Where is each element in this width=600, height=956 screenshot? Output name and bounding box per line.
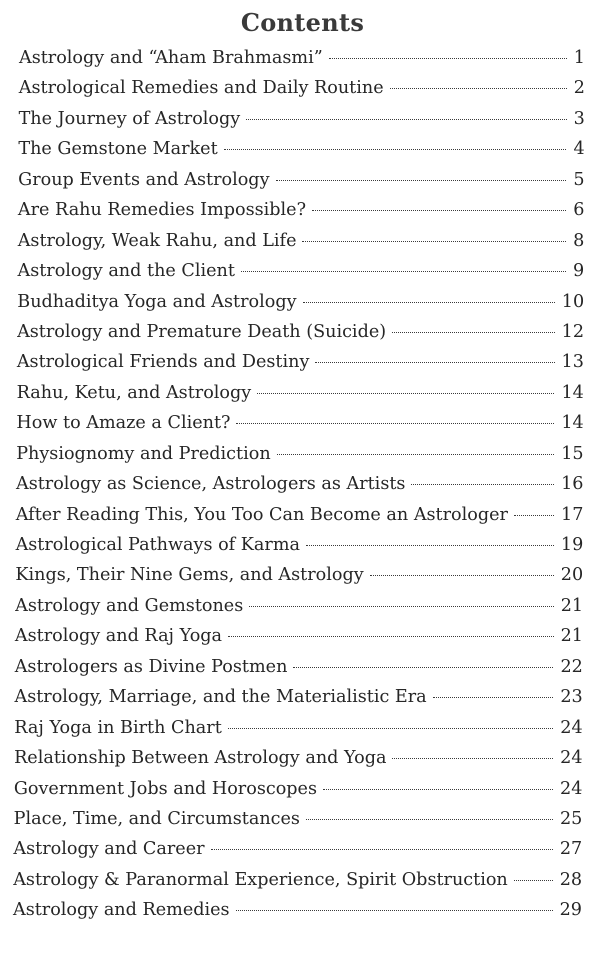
toc-entry-page-number: 9 [573,261,585,282]
toc-entry-title: Astrology and “Aham Brahmasmi” [19,48,323,68]
toc-entry[interactable] [0,378,600,408]
toc-entry-title: Astrology and Remedies [13,900,230,921]
toc-entry[interactable] [0,256,600,286]
toc-entry[interactable] [0,743,600,773]
dot-leader [228,636,554,637]
toc-entry-page-number: 14 [561,413,584,434]
toc-entry[interactable] [0,652,600,682]
toc-entry-page-number: 24 [560,778,583,799]
toc-entry-page-number: 24 [560,748,583,769]
dot-leader [306,545,554,546]
toc-entry-title: Rahu, Ketu, and Astrology [16,382,252,403]
toc-entry[interactable] [0,804,600,834]
dot-leader [257,393,554,394]
toc-entry-title: Astrology as Science, Astrologers as Artists [16,474,406,495]
toc-entry[interactable] [0,865,600,895]
toc-entry[interactable] [0,287,600,317]
toc-entry-title: Raj Yoga in Birth Chart [14,717,222,738]
toc-entry-page-number: 21 [560,595,584,616]
toc-entry-title: After Reading This, You Too Can Become an Astrologer [15,504,508,525]
dot-leader [224,149,567,150]
dot-leader [277,454,555,455]
dot-leader [228,728,554,729]
page-title: Contents [240,8,365,37]
toc-entry[interactable] [0,134,600,164]
table-of-contents [0,43,600,926]
toc-entry[interactable] [0,713,600,743]
toc-entry-page-number: 20 [560,565,584,586]
dot-leader [241,271,566,272]
toc-entry[interactable] [0,774,600,804]
toc-entry[interactable] [0,560,600,590]
dot-leader [514,880,553,881]
dot-leader [329,58,567,59]
dot-leader [236,423,554,424]
dot-leader [303,302,555,303]
toc-entry-title: Astrology and Career [13,839,205,860]
dot-leader [306,819,553,820]
toc-entry[interactable] [0,317,600,347]
toc-entry-page-number: 4 [573,139,585,160]
toc-entry-title: How to Amaze a Client? [16,413,231,434]
toc-entry-page-number: 23 [560,687,583,708]
dot-leader [392,758,553,759]
toc-entry-page-number: 24 [560,717,583,738]
toc-entry-title: The Journey of Astrology [18,108,241,129]
toc-entry-page-number: 2 [573,78,585,99]
toc-entry-page-number: 25 [559,808,583,829]
toc-entry-title: Government Jobs and Horoscopes [13,778,317,799]
dot-leader [236,910,553,911]
toc-entry-title: Place, Time, and Circumstances [13,808,300,829]
toc-entry-title: Astrology and Premature Death (Suicide) [17,321,387,342]
toc-entry[interactable] [0,500,600,530]
dot-leader [514,515,554,516]
toc-entry-page-number: 12 [561,321,585,342]
dot-leader [411,484,554,485]
toc-entry-title: Astrology and the Client [17,261,235,282]
toc-entry[interactable] [0,104,600,134]
toc-entry[interactable] [0,834,600,864]
toc-entry-page-number: 5 [573,169,585,190]
toc-entry[interactable] [0,621,600,651]
toc-entry-title: Physiognomy and Prediction [16,443,271,464]
dot-leader [323,789,553,790]
toc-entry[interactable] [0,469,600,499]
toc-entry[interactable] [0,591,600,621]
toc-entry-title: Astrologers as Divine Postmen [14,656,288,677]
toc-entry-title: The Gemstone Market [18,139,218,160]
toc-entry-title: Astrology and Gemstones [15,595,244,616]
dot-leader [392,332,555,333]
toc-entry-page-number: 14 [561,382,584,403]
toc-entry-page-number: 15 [561,443,584,464]
dot-leader [370,575,554,576]
dot-leader [302,241,566,242]
toc-entry-title: Astrology, Weak Rahu, and Life [17,230,297,251]
toc-entry-title: Astrological Pathways of Karma [15,535,301,555]
dot-leader [433,697,554,698]
toc-entry[interactable] [0,165,600,195]
toc-entry-title: Relationship Between Astrology and Yoga [14,748,387,769]
toc-entry-page-number: 3 [573,108,585,129]
toc-entry-page-number: 17 [561,504,584,525]
toc-entry[interactable] [0,73,600,103]
toc-entry-title: Kings, Their Nine Gems, and Astrology [15,565,364,586]
toc-entry-page-number: 10 [561,291,585,312]
toc-entry[interactable] [0,226,600,256]
toc-entry-title: Are Rahu Remedies Impossible? [17,200,307,221]
toc-entry-title: Astrology & Paranormal Experience, Spirit Obstruction [13,869,508,890]
dot-leader [246,119,566,120]
dot-leader [249,606,553,607]
toc-entry-title: Budhaditya Yoga and Astrology [17,291,297,312]
toc-entry-page-number: 21 [560,626,583,647]
toc-entry[interactable] [0,195,600,225]
toc-entry-page-number: 27 [559,839,583,860]
dot-leader [211,849,553,850]
toc-entry-page-number: 6 [573,200,585,221]
toc-entry-title: Astrology and Raj Yoga [14,626,223,647]
toc-entry[interactable] [0,347,600,377]
toc-entry-title: Astrological Remedies and Daily Routine [18,78,384,99]
toc-entry-page-number: 16 [561,474,584,495]
dot-leader [293,667,553,668]
toc-entry-page-number: 29 [559,900,582,921]
toc-entry-page-number: 8 [573,230,585,251]
toc-entry-title: Group Events and Astrology [18,169,270,190]
dot-leader [276,180,567,181]
toc-entry[interactable] [0,43,600,73]
toc-entry[interactable] [0,439,600,469]
toc-entry-page-number: 1 [573,48,585,68]
dot-leader [312,210,566,211]
toc-entry[interactable] [0,530,600,560]
toc-entry[interactable] [0,895,600,925]
toc-entry-page-number: 28 [559,869,583,890]
dot-leader [315,362,554,363]
toc-entry-page-number: 13 [561,352,584,373]
toc-entry-page-number: 22 [560,656,583,677]
toc-entry[interactable] [0,408,600,438]
toc-entry-title: Astrological Friends and Destiny [16,352,310,373]
toc-entry-title: Astrology, Marriage, and the Materialistic Era [14,687,427,708]
toc-entry-page-number: 19 [560,535,584,555]
toc-entry[interactable] [0,682,600,712]
dot-leader [390,88,567,89]
